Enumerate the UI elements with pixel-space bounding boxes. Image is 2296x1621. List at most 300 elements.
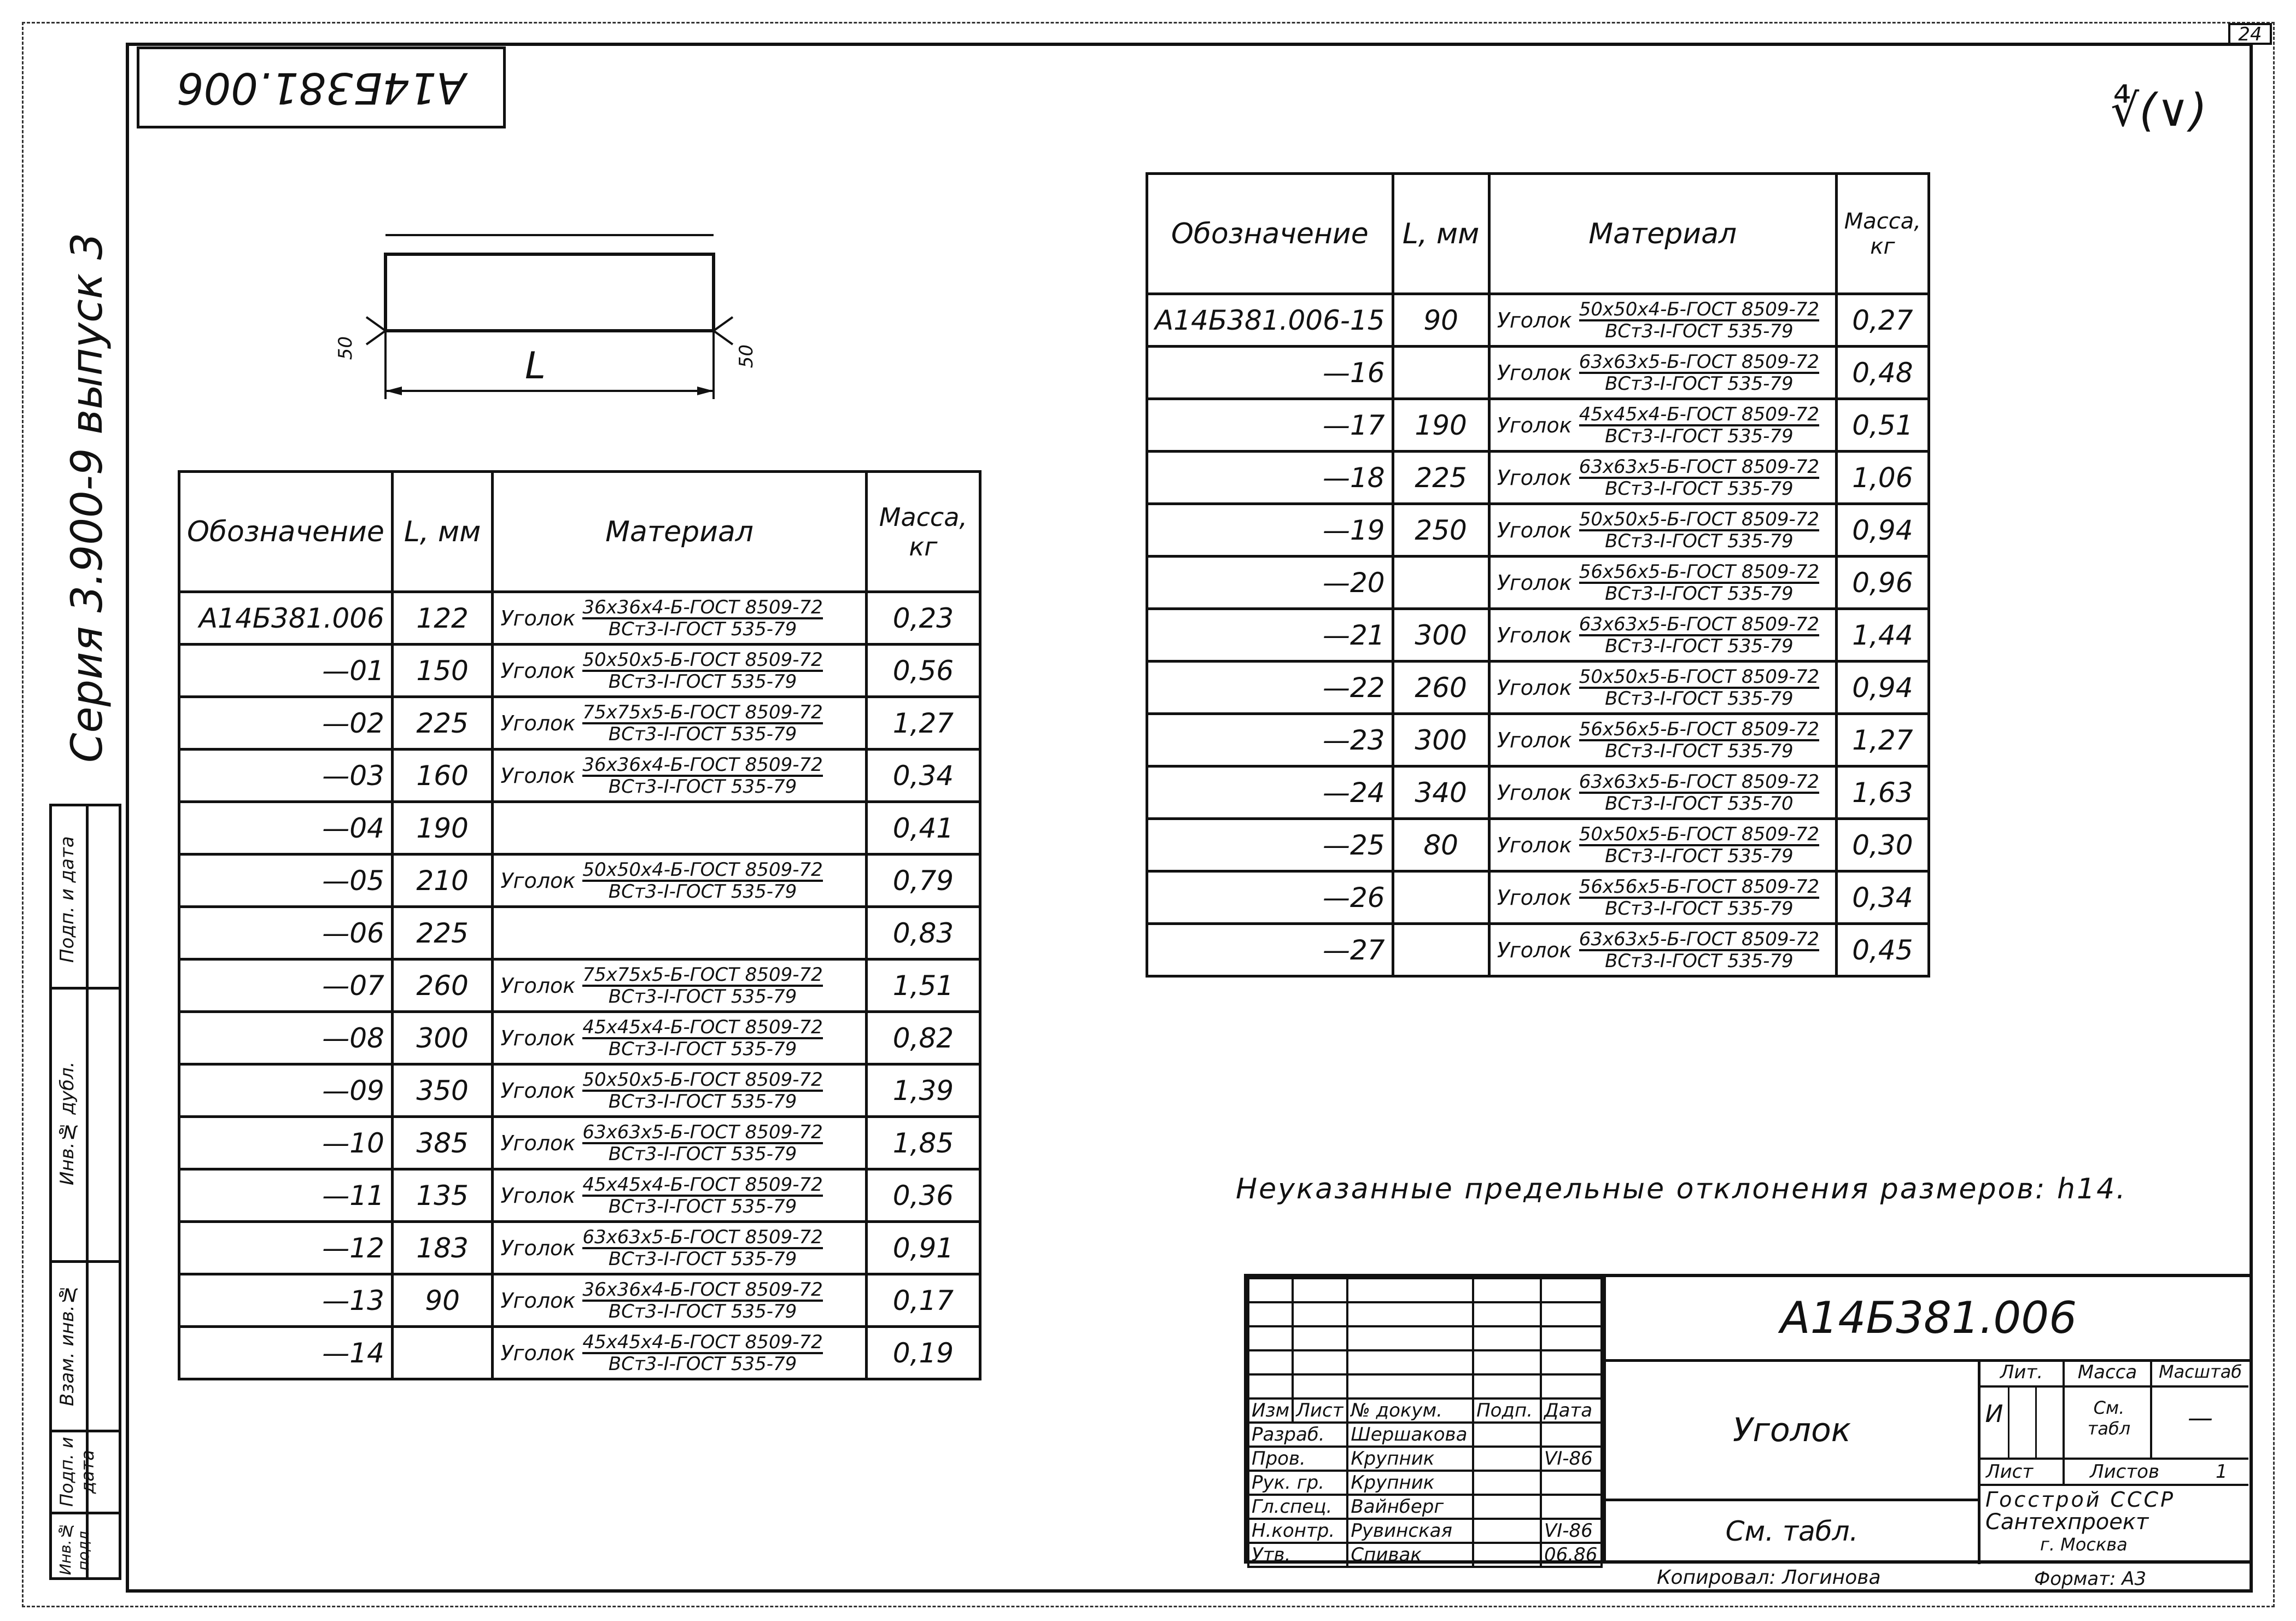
table-row — [1147, 871, 1929, 924]
material-prefix: Уголок — [1497, 570, 1572, 595]
row-mass: 0,83 — [866, 907, 980, 959]
row-mass: 0,82 — [866, 1012, 980, 1064]
row-length: 183 — [392, 1222, 493, 1274]
title-block-cell: Спивак — [1347, 1543, 1473, 1567]
title-block-cell — [1473, 1326, 1541, 1350]
title-block-cell — [1541, 1326, 1602, 1350]
title-block-cell — [1347, 1374, 1473, 1398]
side-stamp-5: Инв.№ подл. — [56, 1521, 92, 1576]
title-block-cell — [1293, 1302, 1347, 1326]
material-prefix: Уголок — [500, 711, 576, 735]
title-block-cell: Утв. — [1248, 1543, 1347, 1567]
title-block-cell — [1347, 1350, 1473, 1374]
row-material — [493, 1169, 866, 1222]
table-row — [179, 1064, 980, 1117]
material-fraction — [1579, 877, 1819, 918]
row-length: 260 — [392, 959, 493, 1012]
title-block-row — [1248, 1471, 1602, 1495]
row-code: —21 — [1147, 609, 1393, 662]
material-steel: ВСт3-I-ГОСТ 535-79 — [1605, 740, 1793, 762]
title-material: См. табл. — [1725, 1515, 1859, 1547]
material-fraction — [1579, 510, 1819, 551]
header-designation: Обозначение — [179, 472, 393, 592]
material-prefix: Уголок — [1497, 360, 1572, 385]
sheet-number: 24 — [2238, 24, 2262, 45]
material-profile: 63х63х5-Б-ГОСТ 8509-72 — [1579, 928, 1820, 950]
title-block-cell: Н.контр. — [1248, 1519, 1347, 1543]
material-steel: ВСт3-I-ГОСТ 535-79 — [1605, 425, 1793, 447]
format-label: Формат: А3 — [2034, 1568, 2147, 1590]
material-profile: 50х50х4-Б-ГОСТ 8509-72 — [1579, 298, 1820, 320]
material-profile: 45х45х4-Б-ГОСТ 8509-72 — [582, 1331, 823, 1353]
table-row — [1147, 662, 1929, 714]
material-prefix: Уголок — [500, 763, 576, 788]
material-fraction — [582, 703, 822, 744]
row-mass: 0,34 — [866, 750, 980, 802]
material-prefix: Уголок — [1497, 518, 1572, 542]
table-row — [1147, 609, 1929, 662]
material-profile: 56х56х5-Б-ГОСТ 8509-72 — [1579, 875, 1820, 898]
row-material — [493, 750, 866, 802]
material-fraction — [582, 965, 822, 1006]
table-row — [1147, 504, 1929, 557]
header-material: Материал — [1489, 174, 1836, 294]
material-profile: 45х45х4-Б-ГОСТ 8509-72 — [1579, 403, 1820, 425]
title-block-cell: Вайнберг — [1347, 1495, 1473, 1519]
material-steel: ВСт3-I-ГОСТ 535-79 — [608, 880, 797, 903]
table-row — [179, 1117, 980, 1169]
table-row — [179, 592, 980, 645]
row-material — [493, 1117, 866, 1169]
material-fraction — [1579, 457, 1819, 499]
row-length: 210 — [392, 855, 493, 907]
row-length: 225 — [392, 697, 493, 750]
material-prefix: Уголок — [1497, 413, 1572, 437]
top-stamp-code: А14Б381.006 — [177, 63, 466, 112]
material-profile: 50х50х5-Б-ГОСТ 8509-72 — [1579, 823, 1820, 845]
table-row — [179, 802, 980, 855]
row-mass: 0,41 — [866, 802, 980, 855]
material-fraction — [582, 1017, 822, 1059]
row-mass: 1,85 — [866, 1117, 980, 1169]
sketch-right-angle: 50 — [735, 344, 757, 368]
row-code: А14Б381.006-15 — [1147, 294, 1393, 347]
row-mass: 0,23 — [866, 592, 980, 645]
material-profile: 75х75х5-Б-ГОСТ 8509-72 — [582, 701, 823, 723]
row-code: —04 — [179, 802, 393, 855]
material-prefix: Уголок — [500, 606, 576, 630]
row-length: 250 — [1393, 504, 1489, 557]
row-material — [493, 1274, 866, 1327]
title-block-cell: VI-86 — [1541, 1519, 1602, 1543]
material-fraction — [1579, 772, 1819, 814]
material-profile: 63х63х5-Б-ГОСТ 8509-72 — [1579, 455, 1820, 478]
row-mass: 1,27 — [866, 697, 980, 750]
table-row — [179, 1012, 980, 1064]
material-steel: ВСт3-I-ГОСТ 535-79 — [608, 1353, 797, 1375]
material-profile: 63х63х5-Б-ГОСТ 8509-72 — [582, 1121, 823, 1143]
material-profile: 45х45х4-Б-ГОСТ 8509-72 — [582, 1173, 823, 1196]
table-row — [1147, 557, 1929, 609]
material-prefix: Уголок — [1497, 728, 1572, 752]
top-stamp-box — [137, 46, 506, 128]
material-fraction — [1579, 824, 1819, 866]
row-code: —18 — [1147, 452, 1393, 504]
material-prefix: Уголок — [500, 1078, 576, 1103]
table-row — [1147, 347, 1929, 399]
scale-label: Масштаб — [2158, 1361, 2242, 1382]
row-length: 225 — [1393, 452, 1489, 504]
title-block-cell: Рук. гр. — [1248, 1471, 1347, 1495]
row-length: 90 — [1393, 294, 1489, 347]
material-prefix: Уголок — [500, 1288, 576, 1313]
title-block-cell — [1248, 1374, 1293, 1398]
row-length: 150 — [392, 645, 493, 697]
row-mass: 0,96 — [1836, 557, 1929, 609]
title-block-cell — [1473, 1350, 1541, 1374]
sheet-number-box — [2228, 23, 2272, 45]
side-stamp-2: Инв.№ дубл. — [56, 1061, 78, 1186]
row-code: —08 — [179, 1012, 393, 1064]
row-material — [1489, 557, 1836, 609]
row-mass: 0,56 — [866, 645, 980, 697]
material-prefix: Уголок — [1497, 675, 1572, 700]
material-prefix: Уголок — [1497, 885, 1572, 910]
title-block-cell: Крупник — [1347, 1471, 1473, 1495]
row-length: 135 — [392, 1169, 493, 1222]
material-steel: ВСт3-I-ГОСТ 535-79 — [1605, 477, 1793, 500]
material-steel: ВСт3-I-ГОСТ 535-79 — [1605, 320, 1793, 342]
row-code: —17 — [1147, 399, 1393, 452]
title-block-row — [1248, 1350, 1602, 1374]
row-material — [1489, 766, 1836, 819]
title-block-cell — [1541, 1495, 1602, 1519]
title-block-cell: № докум. — [1347, 1398, 1473, 1423]
title-block-cell — [1248, 1350, 1293, 1374]
row-mass: 0,30 — [1836, 819, 1929, 871]
title-block-cell — [1248, 1326, 1293, 1350]
side-stamp-4: Подп. и дата — [56, 1437, 98, 1507]
row-code: —12 — [179, 1222, 393, 1274]
sheets-value: 1 — [2216, 1461, 2228, 1483]
title-block-cell: Шершакова — [1347, 1423, 1473, 1447]
material-fraction — [582, 1332, 822, 1374]
table-row — [179, 1222, 980, 1274]
table-row — [179, 750, 980, 802]
row-code: —19 — [1147, 504, 1393, 557]
row-material — [1489, 452, 1836, 504]
title-block-cell — [1473, 1543, 1541, 1567]
material-prefix: Уголок — [1497, 780, 1572, 805]
side-stamp-1: Подп. и дата — [56, 836, 78, 963]
title-part-name: Уголок — [1732, 1411, 1851, 1449]
row-mass: 1,44 — [1836, 609, 1929, 662]
table-row — [1147, 819, 1929, 871]
table-row — [179, 855, 980, 907]
row-material — [1489, 714, 1836, 766]
title-block-cell: 06.86 — [1541, 1543, 1602, 1567]
material-fraction — [582, 1175, 822, 1216]
mass-value: См. табл — [2087, 1397, 2131, 1439]
row-code: —11 — [179, 1169, 393, 1222]
copied-by: Копировал: Логинова — [1657, 1566, 1881, 1589]
material-steel: ВСт3-I-ГОСТ 535-79 — [608, 775, 797, 798]
row-mass: 1,51 — [866, 959, 980, 1012]
material-steel: ВСт3-I-ГОСТ 535-70 — [1605, 792, 1793, 815]
material-profile: 50х50х5-Б-ГОСТ 8509-72 — [582, 648, 823, 671]
material-profile: 45х45х4-Б-ГОСТ 8509-72 — [582, 1016, 823, 1038]
title-block-cell — [1293, 1350, 1347, 1374]
row-length: 225 — [392, 907, 493, 959]
row-length — [1393, 347, 1489, 399]
row-material — [493, 959, 866, 1012]
row-material — [493, 855, 866, 907]
lit-value: И — [1985, 1400, 2003, 1428]
material-profile: 36х36х4-Б-ГОСТ 8509-72 — [582, 596, 823, 618]
title-block-row — [1248, 1447, 1602, 1471]
material-prefix: Уголок — [500, 1341, 576, 1365]
material-fraction — [1579, 667, 1819, 709]
title-block — [1244, 1274, 2253, 1564]
title-block-cell — [1248, 1302, 1293, 1326]
row-material — [1489, 609, 1836, 662]
title-block-cell: Подп. — [1473, 1398, 1541, 1423]
sketch-left-angle: 50 — [335, 336, 357, 360]
row-code: —26 — [1147, 871, 1393, 924]
header-length: L, мм — [1393, 174, 1489, 294]
row-material — [493, 592, 866, 645]
row-mass: 0,17 — [866, 1274, 980, 1327]
material-profile: 36х36х4-Б-ГОСТ 8509-72 — [582, 753, 823, 776]
material-fraction — [1579, 562, 1819, 604]
table-row — [179, 645, 980, 697]
title-block-cell — [1541, 1302, 1602, 1326]
title-block-cell — [1473, 1278, 1541, 1302]
row-code: —22 — [1147, 662, 1393, 714]
material-profile: 75х75х5-Б-ГОСТ 8509-72 — [582, 963, 823, 986]
row-length — [392, 1327, 493, 1379]
row-length: 190 — [1393, 399, 1489, 452]
table-row — [1147, 766, 1929, 819]
material-profile: 63х63х5-Б-ГОСТ 8509-72 — [1579, 613, 1820, 635]
row-length: 260 — [1393, 662, 1489, 714]
material-steel: ВСт3-I-ГОСТ 535-79 — [608, 1038, 797, 1060]
title-block-grid — [1247, 1277, 1603, 1568]
material-profile: 36х36х4-Б-ГОСТ 8509-72 — [582, 1278, 823, 1301]
material-prefix: Уголок — [500, 1183, 576, 1208]
title-block-cell — [1473, 1302, 1541, 1326]
material-steel: ВСт3-I-ГОСТ 535-79 — [608, 670, 797, 693]
sketch-dim-label: L — [525, 344, 546, 388]
material-fraction — [582, 755, 822, 797]
row-code: —09 — [179, 1064, 393, 1117]
row-length: 80 — [1393, 819, 1489, 871]
row-code: —23 — [1147, 714, 1393, 766]
row-code: А14Б381.006 — [179, 592, 393, 645]
material-profile: 50х50х4-Б-ГОСТ 8509-72 — [582, 858, 823, 881]
title-block-cell — [1473, 1447, 1541, 1471]
material-steel: ВСт3-I-ГОСТ 535-79 — [608, 1248, 797, 1270]
row-code: —10 — [179, 1117, 393, 1169]
row-code: —24 — [1147, 766, 1393, 819]
mass-label: Масса — [2077, 1361, 2137, 1383]
title-block-cell — [1541, 1423, 1602, 1447]
row-length: 300 — [392, 1012, 493, 1064]
title-block-cell — [1473, 1423, 1541, 1447]
table-row — [179, 1274, 980, 1327]
material-steel: ВСт3-I-ГОСТ 535-79 — [1605, 845, 1793, 867]
title-block-cell — [1541, 1374, 1602, 1398]
title-block-cell: Лист — [1293, 1398, 1347, 1423]
row-material — [1489, 924, 1836, 976]
row-length — [1393, 557, 1489, 609]
title-block-cell — [1347, 1326, 1473, 1350]
material-fraction — [582, 1227, 822, 1269]
material-steel: ВСт3-I-ГОСТ 535-79 — [608, 618, 797, 640]
right-spec-table — [1146, 172, 1930, 978]
material-fraction — [582, 650, 822, 692]
row-mass: 0,79 — [866, 855, 980, 907]
title-block-cell: VI-86 — [1541, 1447, 1602, 1471]
material-fraction — [1579, 615, 1819, 656]
material-steel: ВСт3-I-ГОСТ 535-79 — [1605, 950, 1793, 972]
title-block-cell — [1248, 1278, 1293, 1302]
title-block-cell — [1473, 1374, 1541, 1398]
material-fraction — [582, 860, 822, 902]
material-steel: ВСт3-I-ГОСТ 535-79 — [1605, 635, 1793, 657]
header-designation: Обозначение — [1147, 174, 1393, 294]
sheet-label: Лист — [1986, 1461, 2034, 1483]
row-material — [493, 697, 866, 750]
title-block-row — [1248, 1398, 1602, 1423]
row-mass: 0,45 — [1836, 924, 1929, 976]
material-fraction — [1579, 300, 1819, 341]
table-row — [179, 959, 980, 1012]
row-mass: 0,19 — [866, 1327, 980, 1379]
material-profile: 63х63х5-Б-ГОСТ 8509-72 — [1579, 350, 1820, 373]
row-length: 385 — [392, 1117, 493, 1169]
scale-value: — — [2188, 1403, 2213, 1432]
row-code: —03 — [179, 750, 393, 802]
header-material: Материал — [493, 472, 866, 592]
title-block-cell — [1293, 1326, 1347, 1350]
sheets-label: Листов — [2090, 1461, 2160, 1483]
title-block-row — [1248, 1302, 1602, 1326]
material-prefix: Уголок — [1497, 938, 1572, 962]
row-code: —13 — [179, 1274, 393, 1327]
title-block-cell — [1347, 1302, 1473, 1326]
title-block-cell: Гл.спец. — [1248, 1495, 1347, 1519]
org-line-1: Госстрой СССР — [1985, 1488, 2176, 1512]
corner-mark: ∜(∨) — [2111, 85, 2207, 137]
material-steel: ВСт3-I-ГОСТ 535-79 — [1605, 372, 1793, 395]
title-block-cell — [1473, 1471, 1541, 1495]
material-profile: 63х63х5-Б-ГОСТ 8509-72 — [582, 1226, 823, 1248]
material-fraction — [1579, 929, 1819, 971]
row-length: 160 — [392, 750, 493, 802]
material-profile: 50х50х5-Б-ГОСТ 8509-72 — [1579, 665, 1820, 688]
material-fraction — [582, 1122, 822, 1164]
title-block-row — [1248, 1543, 1602, 1567]
row-code: —20 — [1147, 557, 1393, 609]
row-mass: 0,36 — [866, 1169, 980, 1222]
material-steel: ВСт3-I-ГОСТ 535-79 — [608, 985, 797, 1008]
table-row — [1147, 399, 1929, 452]
material-profile: 50х50х5-Б-ГОСТ 8509-72 — [1579, 508, 1820, 530]
material-prefix: Уголок — [1497, 833, 1572, 857]
row-code: —05 — [179, 855, 393, 907]
title-block-cell: Разраб. — [1248, 1423, 1347, 1447]
left-spec-table — [178, 470, 982, 1380]
row-mass: 0,27 — [1836, 294, 1929, 347]
row-material — [1489, 871, 1836, 924]
material-steel: ВСт3-I-ГОСТ 535-79 — [608, 723, 797, 745]
table-row — [1147, 714, 1929, 766]
tolerance-note: Неуказанные предельные отклонения размеров: h14. — [1236, 1173, 2127, 1205]
title-block-cell: Изм — [1248, 1398, 1293, 1423]
angle-sketch — [328, 213, 766, 432]
row-code: —02 — [179, 697, 393, 750]
material-steel: ВСт3-I-ГОСТ 535-79 — [1605, 530, 1793, 552]
title-block-cell — [1473, 1495, 1541, 1519]
material-prefix: Уголок — [500, 658, 576, 683]
header-length: L, мм — [392, 472, 493, 592]
header-mass: Масса, кг — [866, 472, 980, 592]
row-material — [1489, 347, 1836, 399]
row-mass: 0,94 — [1836, 504, 1929, 557]
row-code: —01 — [179, 645, 393, 697]
row-length — [1393, 924, 1489, 976]
material-fraction — [1579, 405, 1819, 446]
table-row — [1147, 924, 1929, 976]
material-steel: ВСт3-I-ГОСТ 535-79 — [608, 1090, 797, 1113]
table-row — [179, 697, 980, 750]
org-line-3: г. Москва — [2040, 1534, 2128, 1555]
row-material — [1489, 819, 1836, 871]
material-steel: ВСт3-I-ГОСТ 535-79 — [1605, 582, 1793, 605]
material-prefix: Уголок — [1497, 623, 1572, 647]
row-code: —27 — [1147, 924, 1393, 976]
row-length: 300 — [1393, 609, 1489, 662]
table-row — [179, 1327, 980, 1379]
material-steel: ВСт3-I-ГОСТ 535-79 — [1605, 687, 1793, 710]
row-code: —16 — [1147, 347, 1393, 399]
title-block-cell — [1541, 1350, 1602, 1374]
side-stamp — [49, 804, 121, 1580]
title-block-cell — [1293, 1278, 1347, 1302]
row-length: 300 — [1393, 714, 1489, 766]
right-table-header — [1147, 174, 1929, 294]
row-length: 350 — [392, 1064, 493, 1117]
title-doc-code: А14Б381.006 — [1780, 1292, 2077, 1343]
material-profile: 63х63х5-Б-ГОСТ 8509-72 — [1579, 770, 1820, 793]
row-material — [1489, 662, 1836, 714]
row-code: —06 — [179, 907, 393, 959]
material-fraction — [1579, 352, 1819, 394]
row-code: —07 — [179, 959, 393, 1012]
row-mass: 0,94 — [1836, 662, 1929, 714]
header-mass: Масса, кг — [1836, 174, 1929, 294]
title-block-cell — [1293, 1374, 1347, 1398]
material-fraction — [1579, 719, 1819, 761]
title-block-row — [1248, 1495, 1602, 1519]
row-length: 340 — [1393, 766, 1489, 819]
title-block-cell: Крупник — [1347, 1447, 1473, 1471]
row-length: 90 — [392, 1274, 493, 1327]
side-stamp-3: Взам. инв.№ — [56, 1283, 78, 1407]
material-profile: 56х56х5-Б-ГОСТ 8509-72 — [1579, 560, 1820, 583]
table-row — [179, 907, 980, 959]
